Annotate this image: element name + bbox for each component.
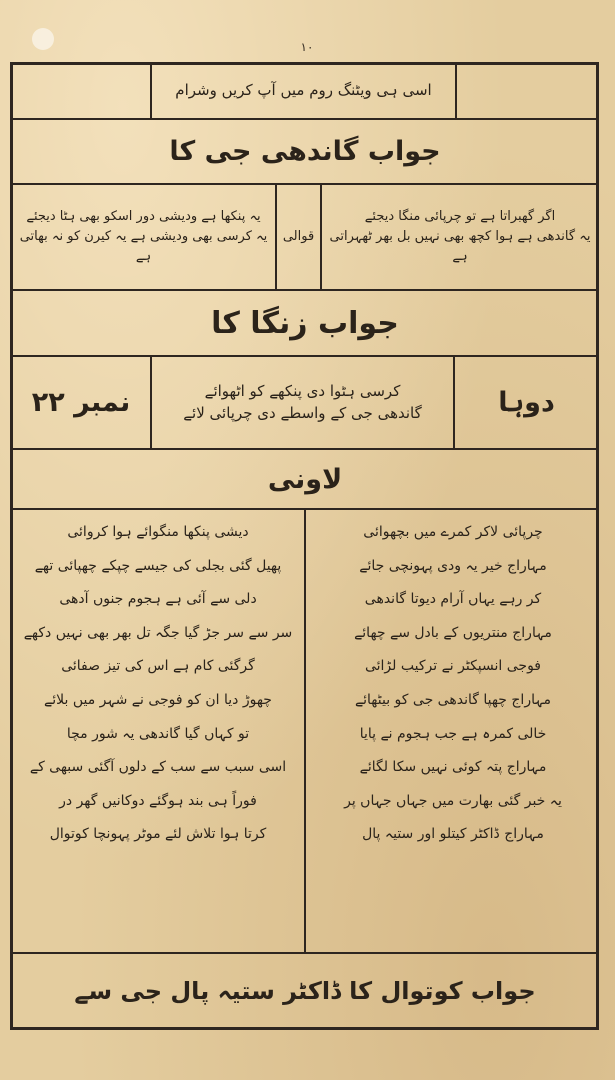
heading-gandhi-reply: جواب گاندھی جی کا [169,136,441,167]
page-number: ۱۰ [300,40,314,54]
lavani-right-line: مہاراج خیر یہ ودی پہونچی جائے [359,557,547,574]
doha-line: کرسی ہٹوا دی پنکھے کو اٹھوائے [204,381,401,400]
lavani-right-line: کر رہے یہاں آرام دیوتا گاندھی [364,591,542,608]
doha-verse [152,357,453,448]
qawwali-right-line: اگر گھبراتا ہے تو چرپائی منگا دیجئے [364,208,556,224]
lavani-right-line: مہاراج چھپا گاندھی جی کو بیٹھائے [354,691,552,708]
lavani-right-line: مہاراج پتہ کوئی نہیں سکا لگائے [359,759,547,776]
lavani-right-column [310,516,596,852]
lavani-left-line: تو کہاں گیا گاندھی یہ شور مچا [66,725,250,742]
lavani-left-line: چھوڑ دیا ان کو فوجی نے شہر میں بلائے [44,691,272,708]
paper-stain [32,28,54,50]
qawwali-label: قوالی [282,228,315,244]
heading-lavani: لاونی [267,463,343,495]
lavani-right-line: مہاراج ڈاکٹر کیتلو اور ستیہ پال [362,826,544,843]
qawwali-left-line: یہ پنکھا ہے ودیشی دور اسکو بھی ہٹا دیجئے [26,208,261,224]
top-banner-text: اسی ہی ویٹنگ روم میں آپ کریں وشرام [175,81,432,100]
heading-zanga-reply: جواب زنگا کا [211,305,399,341]
doha-label: دوہا [498,387,555,418]
footer-heading: جواب کوتوال کا ڈاکٹر ستیہ پال جی سے [74,977,536,1005]
doha-line: گاندھی جی کے واسطے دی چرپائی لائے [183,403,422,422]
lavani-left-line: گرگئی کام ہے اس کی تیز صفائی [61,658,255,675]
lavani-right-line: خالی کمرہ ہے جب ہجوم نے پایا [359,725,547,742]
lavani-right-line: مہاراج منتریوں کے بادل سے چھائے [354,624,552,641]
lavani-left-line: پھیل گئی بجلی کی جیسے چپکے چھپائی تھے [34,557,282,574]
lavani-left-line: اسی سبب سے سب کے دلوں آگئی سبھی کے [29,759,287,776]
rule-banner-right [455,64,457,119]
lavani-left-line: فوراً ہی بند ہوگئے دوکانیں گھر در [59,792,257,809]
lavani-right-line: یہ خبر گئی بھارت میں جہاں جہاں پر [344,792,562,809]
qawwali-left-line: یہ کرسی بھی ودیشی ہے یہ کیرن کو نہ بھاتی ہے [19,228,268,265]
qawwali-right-verse [322,185,598,289]
lavani-left-line: دلی سے آئی ہے ہجوم جنوں آدھی [59,591,257,608]
lavani-right-line: فوجی انسپکٹر نے ترکیب لڑائی [364,658,542,675]
lavani-right-line: چرپائی لاکر کمرے میں بچھوائی [363,524,543,540]
qawwali-left-verse [12,185,275,289]
lavani-left-line: سر سے سر جڑ گیا جگہ تل بھر بھی نہیں دکھے [23,624,293,641]
lavani-left-line: کرتا ہوا تلاش لئے موٹر پہونچا کوتوال [49,826,267,843]
rule-columns-divider [304,509,306,953]
number-label: نمبر ۲۲ [31,387,131,418]
qawwali-right-line: یہ گاندھی ہے ہوا کچھ بھی نہیں بل بھر ٹھہراتی ہے [329,228,591,265]
lavani-left-line: دیشی پنکھا منگوائے ہوا کروائی [67,524,249,540]
lavani-left-column [16,516,300,852]
